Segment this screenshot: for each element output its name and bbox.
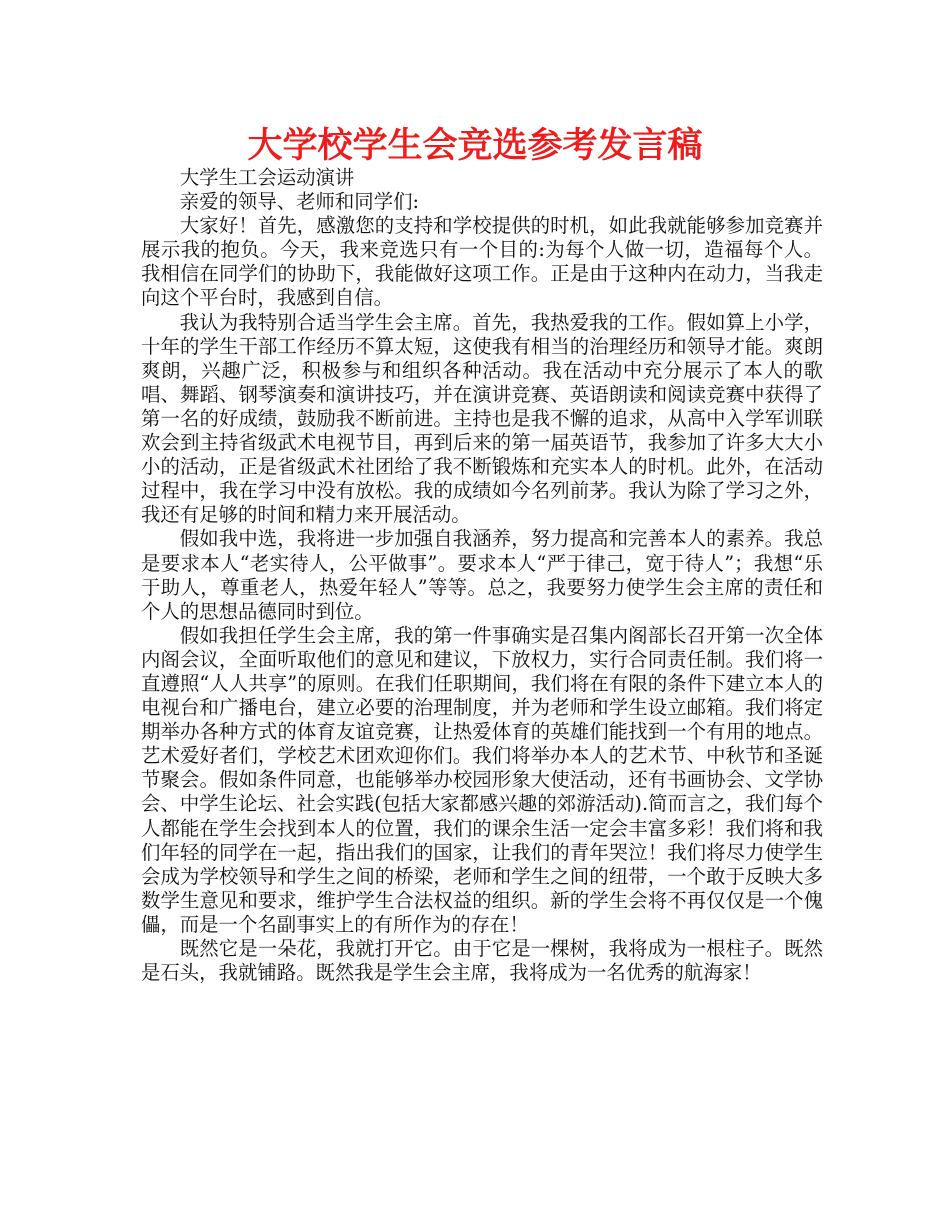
speech-heading: 大学生工会运动演讲 <box>179 166 355 189</box>
paragraph-closing: 既然它是一朵花，我就打开它。由于它是一棵树，我将成为一根柱子。既然是石头，我就铺路。既然我是学生会主席，我将成为一名优秀的航海家！ <box>141 937 823 985</box>
paragraph-self-cultivation: 假如我中选，我将进一步加强自我涵养，努力提高和完善本人的素养。我总是要求本人“老实待人，公平做事”。要求本人“严于律己，宽于待人”；我想“乐于助人，尊重老人，热爱年轻人”等等。总之，我要努力使学生会主席的责任和个人的思想品德同时到位。 <box>141 527 823 623</box>
paragraph-plans: 假如我担任学生会主席，我的第一件事确实是召集内阁部长召开第一次全体内阁会议，全面听取他们的意见和建议，下放权力，实行合同责任制。我们将一直遵照“人人共享”的原则。在我们任职期间，我们将在有限的条件下建立本人的电视台和广播电台，建立必要的治理制度，并为老师和学生设立邮箱。我们将定期举办各种方式的体育友谊竞赛，让热爱体育的英雄们能找到一个有用的地点。艺术爱好者们，学校艺术团欢迎你们。我们将举办本人的艺术节、中秋节和圣诞节聚会。假如条件同意，也能够举办校园形象大使活动，还有书画协会、文学协会、中学生论坛、社会实践(包括大家都感兴趣的郊游活动).简而言之，我们每个人都能在学生会找到本人的位置，我们的课余生活一定会丰富多彩！我们将和我们年轻的同学在一起，指出我们的国家，让我们的青年哭泣！我们将尽力使学生会成为学校领导和学生之间的桥梁，老师和学生之间的纽带，一个敢于反映大多数学生意见和要求，维护学生合法权益的组织。新的学生会将不再仅仅是一个傀儡，而是一个名副事实上的有所作为的存在！ <box>141 623 823 936</box>
paragraph-intro: 大家好！首先，感激您的支持和学校提供的时机，如此我就能够参加竞赛并展示我的抱负。今天，我来竞选只有一个目的:为每个人做一切，造福每个人。我相信在同学们的协助下，我能做好这项工作。正是由于这种内在动力，当我走向这个平台时，我感到自信。 <box>141 214 823 310</box>
paragraph-qualifications: 我认为我特别合适当学生会主席。首先，我热爱我的工作。假如算上小学，十年的学生干部工作经历不算太短，这使我有相当的治理经历和领导才能。爽朗爽朗，兴趣广泛，积极参与和组织各种活动。我在活动中充分展示了本人的歌唱、舞蹈、钢琴演奏和演讲技巧，并在演讲竞赛、英语朗读和阅读竞赛中获得了第一名的好成绩，鼓励我不断前进。主持也是我不懈的追求，从高中入学军训联欢会到主持省级武术电视节目，再到后来的第一届英语节，我参加了许多大大小小的活动，正是省级武术社团给了我不断锻炼和充实本人的时机。此外，在活动过程中，我在学习中没有放松。我的成绩如今名列前茅。我认为除了学习之外，我还有足够的时间和精力来开展活动。 <box>141 310 823 527</box>
document-body <box>141 166 823 985</box>
document-title: 大学校学生会竞选参考发言稿 <box>247 126 703 166</box>
salutation: 亲爱的领导、老师和同学们: <box>179 190 420 214</box>
